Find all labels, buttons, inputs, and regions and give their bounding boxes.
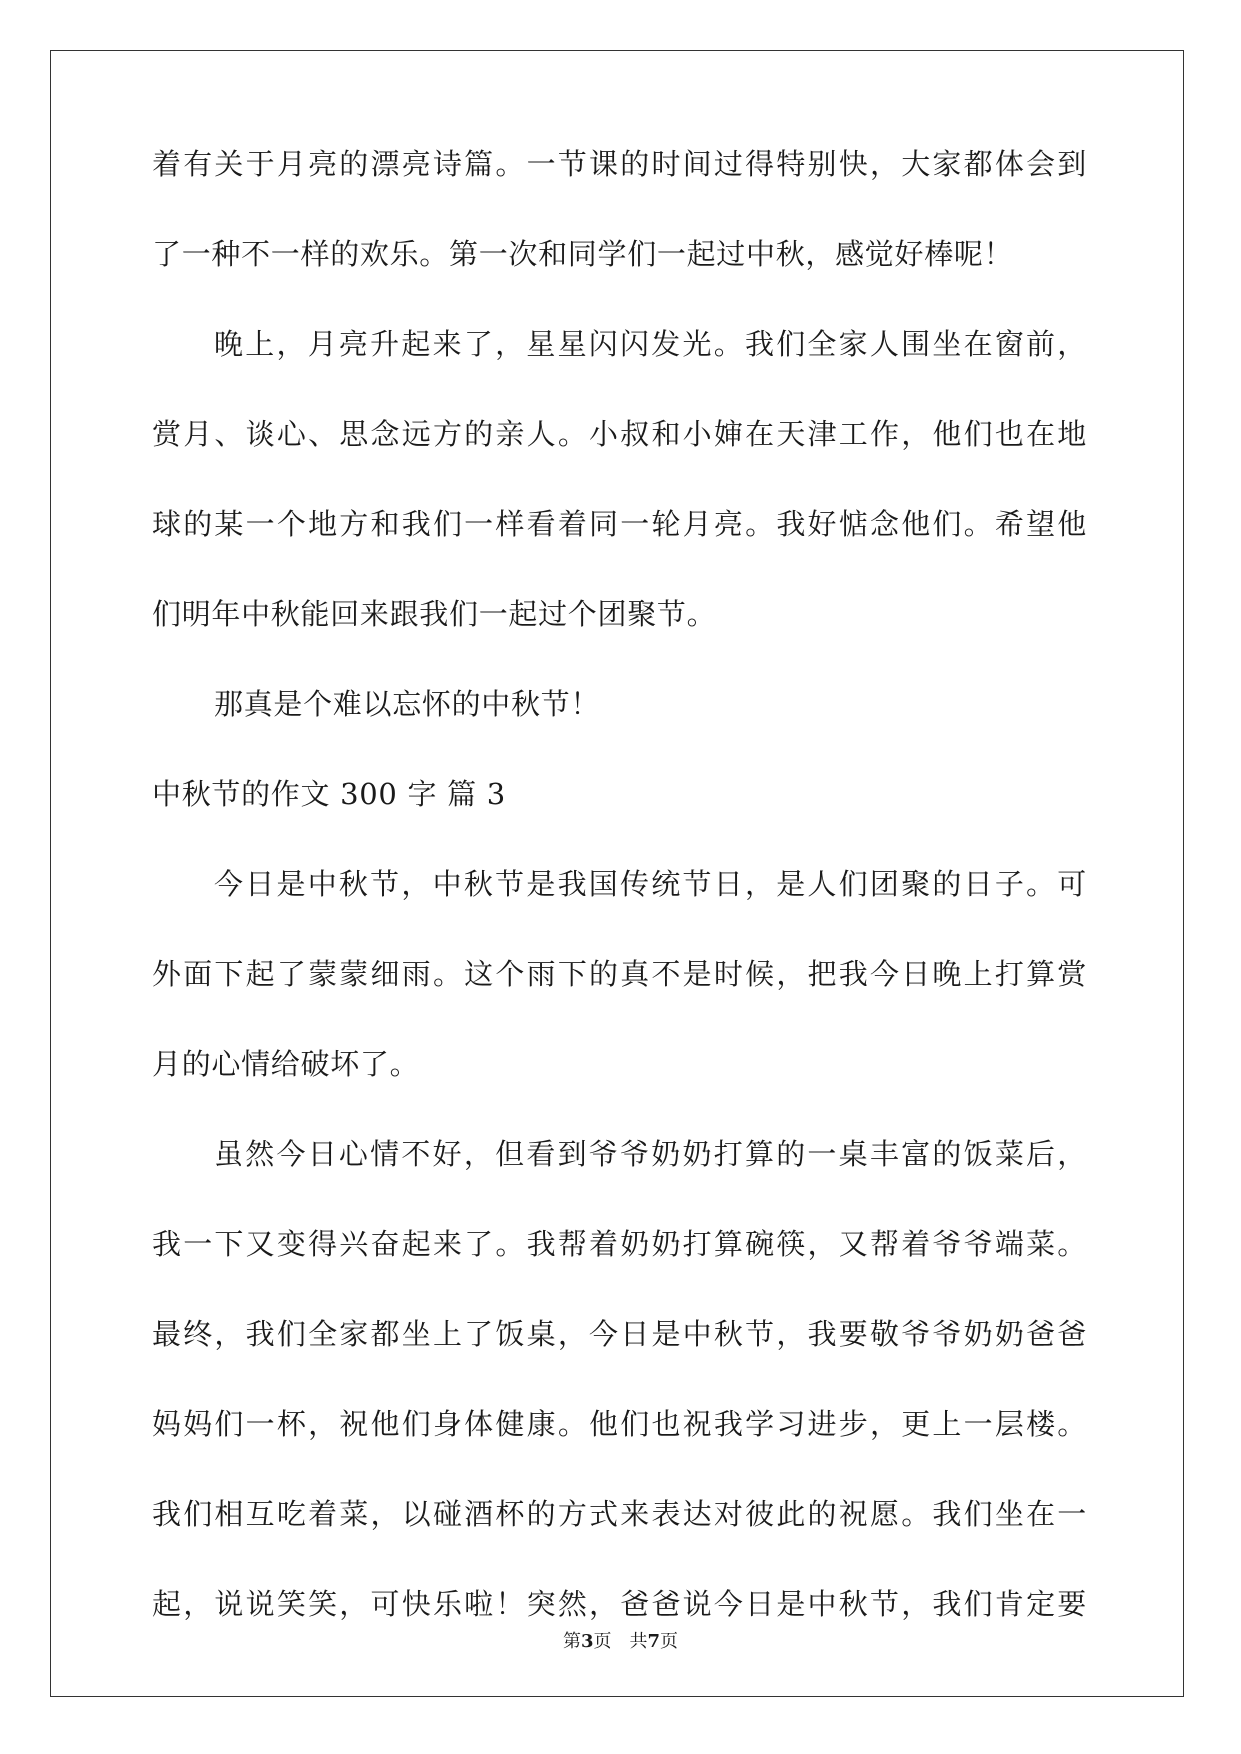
document-body: [152, 143, 1087, 1626]
text-line: 赏月、谈心、思念远方的亲人。小叔和小婶在天津工作，他们也在地: [152, 417, 1087, 451]
text-line: 最终，我们全家都坐上了饭桌，今日是中秋节，我要敬爷爷奶奶爸爸: [152, 1317, 1087, 1351]
text-line: 们明年中秋能回来跟我们一起过个团聚节。: [152, 597, 717, 631]
page-suffix: 页: [593, 1631, 612, 1652]
text-line: 我一下又变得兴奋起来了。我帮着奶奶打算碗筷，又帮着爷爷端菜。: [152, 1227, 1087, 1261]
total-suffix: 页: [660, 1631, 679, 1652]
text-line: 我们相互吃着菜，以碰酒杯的方式来表达对彼此的祝愿。我们坐在一: [152, 1497, 1087, 1531]
paragraph-start-line: 那真是个难以忘怀的中秋节！: [214, 687, 601, 721]
page-prefix: 第: [562, 1631, 581, 1652]
text-line: 了一种不一样的欢乐。第一次和同学们一起过中秋，感觉好棒呢！: [152, 237, 1014, 271]
page-footer: [0, 1627, 1241, 1653]
paragraph-start-line: 今日是中秋节，中秋节是我国传统节日，是人们团聚的日子。可: [214, 867, 1087, 901]
text-line: 月的心情给破坏了。: [152, 1047, 420, 1081]
section-heading: 中秋节的作文 300 字 篇 3: [152, 777, 506, 811]
paragraph-start-line: 虽然今日心情不好，但看到爷爷奶奶打算的一桌丰富的饭菜后，: [214, 1137, 1087, 1171]
page-number: 3: [580, 1631, 594, 1652]
total-prefix: 共: [629, 1631, 648, 1652]
paragraph-start-line: 晚上，月亮升起来了，星星闪闪发光。我们全家人围坐在窗前，: [214, 327, 1087, 361]
text-line: 妈妈们一杯，祝他们身体健康。他们也祝我学习进步，更上一层楼。: [152, 1407, 1087, 1441]
text-line: 球的某一个地方和我们一样看着同一轮月亮。我好惦念他们。希望他: [152, 507, 1087, 541]
text-line: 外面下起了蒙蒙细雨。这个雨下的真不是时候，把我今日晚上打算赏: [152, 957, 1087, 991]
text-line: 起，说说笑笑，可快乐啦！突然，爸爸说今日是中秋节，我们肯定要: [152, 1587, 1087, 1621]
total-pages: 7: [647, 1631, 661, 1652]
text-line: 着有关于月亮的漂亮诗篇。一节课的时间过得特别快，大家都体会到: [152, 147, 1087, 181]
